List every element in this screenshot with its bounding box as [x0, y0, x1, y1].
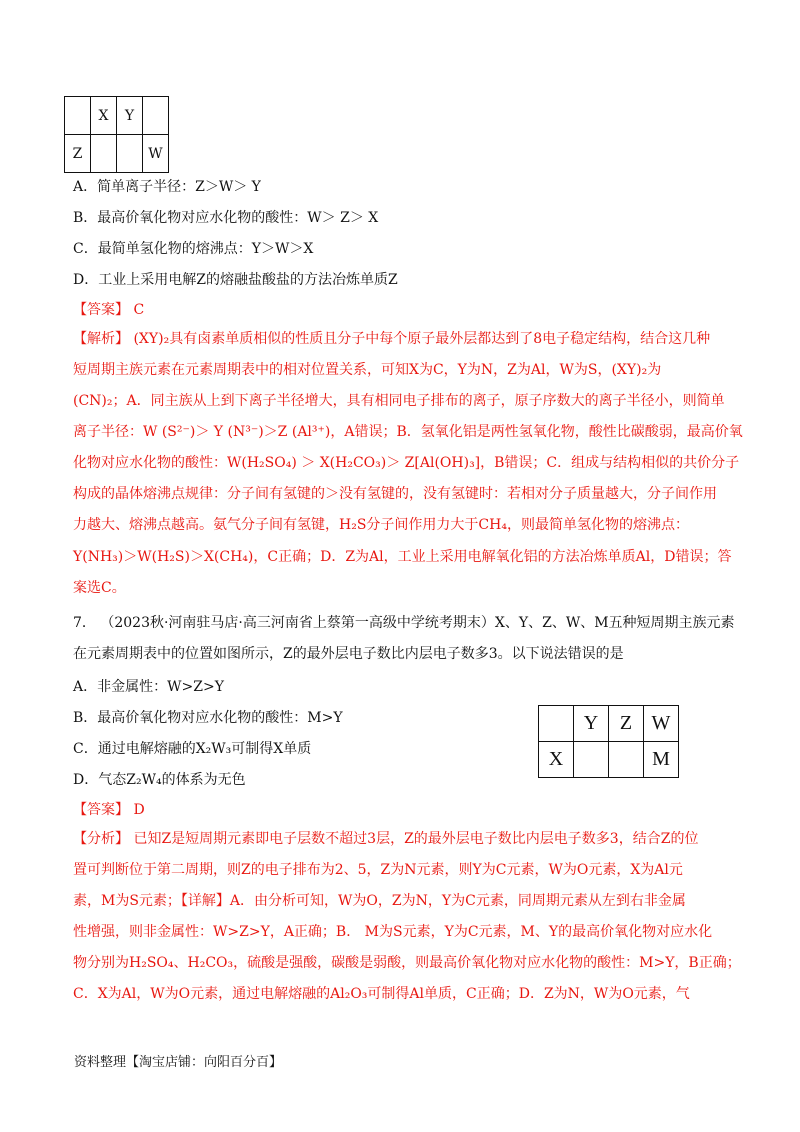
analysis-line: 案选C。	[73, 580, 126, 596]
option-a: A．非金属性：W>Z>Y	[73, 679, 224, 695]
answer-line	[73, 300, 144, 320]
periodic-position-table-2	[538, 705, 679, 778]
question-stem: 7． （2023秋·河南驻马店·高三河南省上蔡第一高级中学统考期末）X、Y、Z、W、M五种短周期主族元素	[73, 615, 735, 631]
analysis-line: 【解析】 (XY)₂具有卤素单质相似的性质且分子中每个原子最外层都达到了8电子稳定结构，结合这几种	[73, 331, 711, 347]
option-b: B．最高价氧化物对应水化物的酸性：W＞ Z＞ X	[73, 210, 379, 226]
option-d: D．工业上采用电解Z的熔融盐酸盐的方法冶炼单质Z	[73, 272, 398, 288]
table-cell	[65, 97, 91, 135]
table-row	[539, 742, 679, 778]
option-b: B．最高价氧化物对应水化物的酸性：M>Y	[73, 710, 343, 726]
analysis-line: Y(NH₃)＞W(H₂S)＞X(CH₄)，C正确；D．Z为Al，工业上采用电解氧化铝的方法冶炼单质Al，D错误；答	[73, 549, 732, 565]
analysis-line: 置可判断位于第二周期，则Z的电子排布为2、5，Z为N元素，则Y为C元素，W为O元素，X为Al元	[73, 862, 683, 878]
answer-line	[73, 800, 145, 820]
option-c: C．最简单氢化物的熔沸点：Y＞W＞X	[73, 241, 314, 257]
table-row	[539, 706, 679, 742]
periodic-position-table-1	[64, 96, 169, 173]
analysis-line: 力越大、熔沸点越高。氨气分子间有氢键，H₂S分子间作用力大于CH₄，则最简单氢化物的熔沸点：	[73, 517, 689, 533]
table-cell: Z	[609, 706, 644, 742]
table-cell	[91, 135, 117, 173]
table-cell: W	[644, 706, 679, 742]
table-cell: Z	[65, 135, 91, 173]
table-cell: X	[539, 742, 574, 778]
analysis-line: 素，M为S元素；【详解】A．由分析可知，W为O，Z为N，Y为C元素，同周期元素从左到右非金属	[73, 893, 686, 909]
question-stem: 在元素周期表中的位置如图所示，Z的最外层电子数比内层电子数多3。以下说法错误的是	[73, 646, 624, 662]
analysis-line: 化物对应水化物的酸性：W(H₂SO₄) ＞ X(H₂CO₃)＞ Z[Al(OH)₃]，B错误；C．组成与结构相似的共价分子	[73, 455, 740, 471]
option-a: A．简单离子半径：Z＞W＞ Y	[73, 179, 261, 195]
table-cell	[609, 742, 644, 778]
analysis-line: 【分析】 已知Z是短周期元素即电子层数不超过3层，Z的最外层电子数比内层电子数多3，结合Z的位	[73, 831, 699, 847]
table-cell	[117, 135, 143, 173]
analysis-line: (CN)₂；A．同主族从上到下离子半径增大，具有相同电子排布的离子，原子序数大的离子半径小，则简单	[73, 393, 725, 409]
table-cell: X	[91, 97, 117, 135]
answer-value: C	[133, 302, 145, 318]
analysis-line: 构成的晶体熔沸点规律：分子间有氢键的＞没有氢键的，没有氢键时：若相对分子质量越大，分子间作用	[73, 486, 717, 502]
option-c: C．通过电解熔融的X₂W₃可制得X单质	[73, 741, 312, 757]
answer-label: 【答案】	[73, 802, 129, 818]
option-d: D．气态Z₂W₄的体系为无色	[73, 772, 246, 788]
analysis-line: 性增强，则非金属性：W>Z>Y，A正确；B． M为S元素，Y为C元素，M、Y的最高价氧化物对应水化	[73, 924, 713, 940]
table-cell: Y	[117, 97, 143, 135]
table-cell	[539, 706, 574, 742]
table-row	[65, 97, 169, 135]
table-cell	[574, 742, 609, 778]
analysis-line: 短周期主族元素在元素周期表中的相对位置关系，可知X为C，Y为N，Z为Al，W为S，(XY)₂为	[73, 362, 662, 378]
table-cell: Y	[574, 706, 609, 742]
table-cell: W	[143, 135, 169, 173]
table-row	[65, 135, 169, 173]
analysis-line: C．X为Al，W为O元素，通过电解熔融的Al₂O₃可制得Al单质，C正确；D．Z为N，W为O元素，气	[73, 986, 690, 1002]
answer-value: D	[133, 802, 145, 818]
footer-source: 资料整理【淘宝店铺：向阳百分百】	[74, 1055, 283, 1070]
table-cell	[143, 97, 169, 135]
analysis-line: 物分别为H₂SO₄、H₂CO₃，硫酸是强酸，碳酸是弱酸，则最高价氧化物对应水化物的酸性：M>Y，B正确；	[73, 955, 741, 971]
table-cell: M	[644, 742, 679, 778]
answer-label: 【答案】	[73, 302, 129, 318]
analysis-line: 离子半径：W (S²⁻)＞ Y (N³⁻)＞Z (Al³⁺)，A错误；B．氢氧化铝是两性氢氧化物，酸性比碳酸弱，最高价氧	[73, 424, 743, 440]
